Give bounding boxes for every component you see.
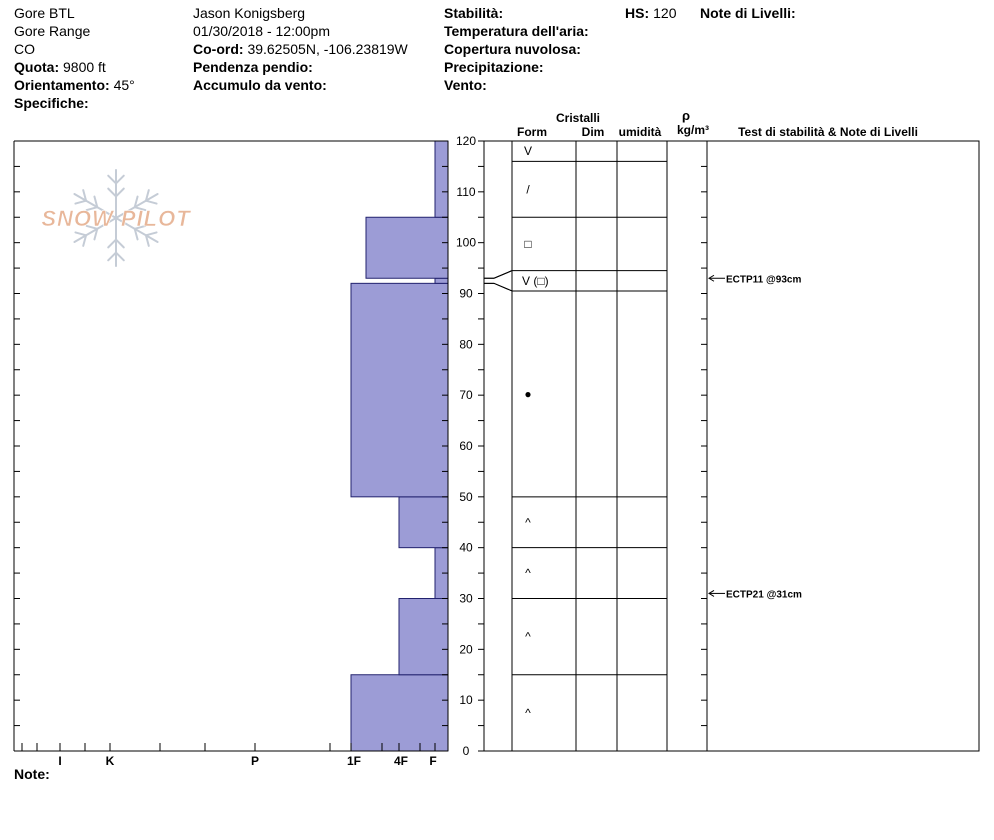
- sky-cover: Copertura nuvolosa:: [444, 41, 581, 57]
- height-tick-labels: [456, 134, 476, 758]
- crystal-form: V (□): [522, 273, 549, 288]
- precipitation: Precipitazione:: [444, 59, 544, 75]
- crystal-form: V: [523, 144, 533, 159]
- crystal-form: ^: [525, 566, 531, 581]
- coordinates: Co-ord: 39.62505N, -106.23819W: [193, 41, 408, 57]
- crystal-form: ^: [525, 705, 531, 720]
- stability-tests: [709, 274, 802, 600]
- size-header: Dim: [581, 125, 605, 139]
- hardness-label: 4F: [393, 754, 409, 768]
- height-label: 30: [459, 591, 473, 606]
- stability-test-label: ECTP11 @93cm: [726, 274, 802, 286]
- specifics: Specifiche:: [14, 95, 89, 111]
- crystals-header: Cristalli: [555, 111, 601, 125]
- total-snow-height: HS: 120: [625, 5, 677, 21]
- height-label: 0: [462, 744, 470, 758]
- elevation: Quota: 9800 ft: [14, 59, 106, 75]
- observer: Jason Konigsberg: [193, 5, 306, 21]
- height-label: 60: [459, 439, 473, 453]
- height-label: 70: [459, 388, 473, 403]
- hardness-label: K: [105, 754, 115, 768]
- snowpilot-logo: [41, 170, 191, 266]
- hardness-bar: [351, 675, 448, 751]
- height-label: 40: [459, 540, 473, 555]
- logo-text: SNOW PILOT: [41, 206, 191, 231]
- crystal-form: ●: [524, 386, 532, 401]
- slope-angle: Pendenza pendio:: [193, 59, 313, 75]
- table-frame: [484, 141, 979, 751]
- height-label: 20: [459, 642, 473, 657]
- layer-connectors: [484, 271, 512, 291]
- hardness-bar: [399, 599, 448, 675]
- hardness-bar: [351, 283, 448, 497]
- hardness-scale-labels: [58, 754, 436, 768]
- density-unit-header: kg/m³: [676, 123, 710, 137]
- height-label: 10: [459, 693, 473, 708]
- crystal-form: ^: [525, 629, 531, 644]
- hardness-bar: [435, 141, 448, 217]
- height-label: 110: [456, 184, 476, 199]
- layer-connector: [484, 271, 512, 279]
- wind: Vento:: [444, 77, 487, 93]
- form-header: Form: [517, 125, 547, 139]
- rho-header: ρ: [681, 108, 691, 123]
- hardness-bar: [366, 217, 448, 278]
- stability: Stabilità:: [444, 5, 504, 21]
- height-label: 100: [455, 235, 477, 250]
- stability-test-label: ECTP21 @31cm: [726, 589, 802, 601]
- wind-loading: Accumulo da vento:: [193, 77, 327, 93]
- air-temperature: Temperatura dell'aria:: [444, 23, 589, 39]
- layer-notes-header: Note di Livelli:: [700, 5, 796, 21]
- layer-connector: [484, 283, 512, 291]
- hardness-label: P: [250, 754, 260, 768]
- hardness-label: I: [58, 754, 62, 768]
- mountain-range: Gore Range: [14, 23, 91, 39]
- height-label: 120: [455, 134, 477, 148]
- tests-header: Test di stabilità & Note di Livelli: [738, 125, 918, 139]
- hardness-bar: [435, 278, 448, 283]
- state: CO: [14, 41, 35, 57]
- hardness-label: F: [429, 754, 437, 768]
- hardness-bar: [399, 497, 448, 548]
- layer-connector: [484, 271, 512, 279]
- hardness-bars: [351, 141, 448, 751]
- location: Gore BTL: [14, 5, 75, 21]
- aspect: Orientamento: 45°: [14, 77, 135, 93]
- crystal-table: [484, 108, 979, 751]
- crystal-form: ^: [525, 515, 531, 530]
- height-label: 90: [459, 286, 473, 301]
- height-label: 80: [459, 337, 473, 352]
- layer-connector: [484, 283, 512, 291]
- crystal-form: /: [526, 182, 530, 197]
- moisture-header: umidità: [618, 125, 662, 139]
- crystal-rows: [512, 141, 667, 720]
- notes-label: Note:: [14, 766, 50, 782]
- datetime: 01/30/2018 - 12:00pm: [193, 23, 330, 39]
- crystal-form: □: [524, 236, 532, 251]
- hardness-label: 1F: [346, 754, 362, 768]
- height-label: 50: [459, 489, 473, 504]
